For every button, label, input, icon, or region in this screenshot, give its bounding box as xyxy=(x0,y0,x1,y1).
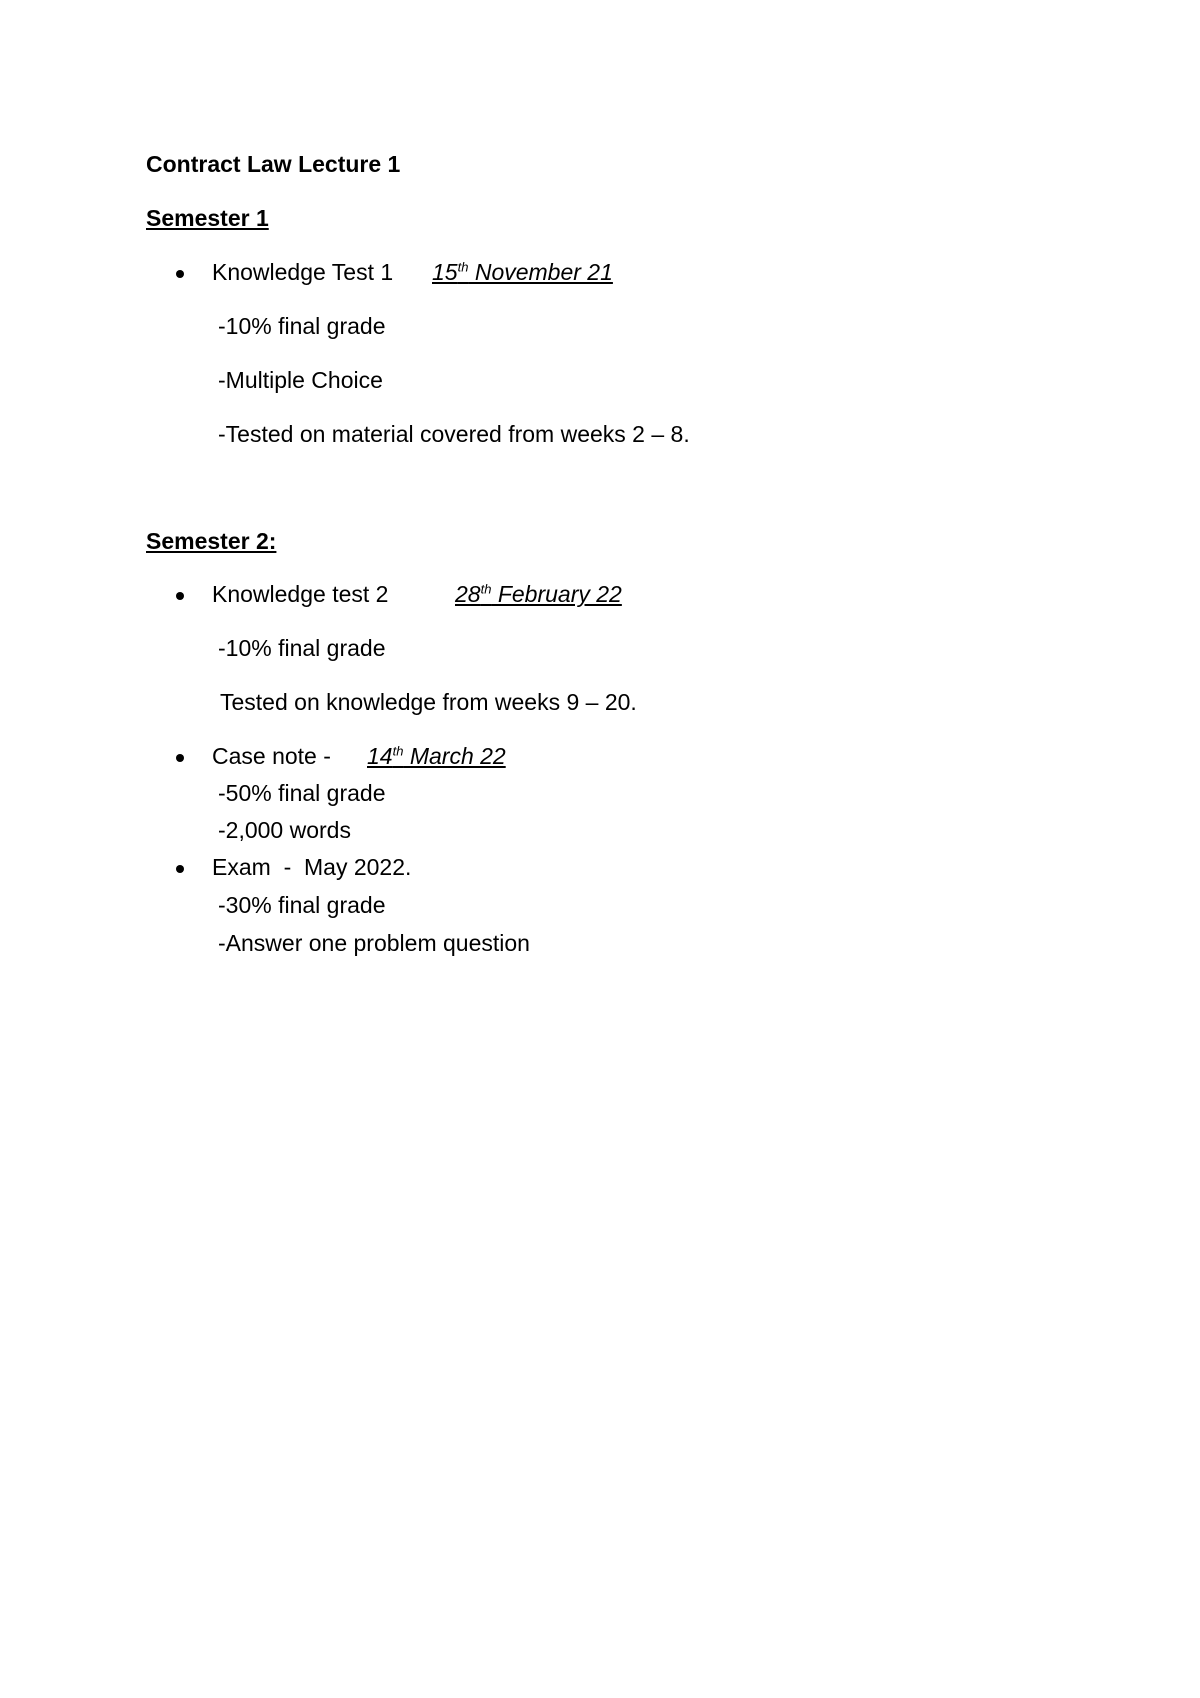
semester-2-heading: Semester 2: xyxy=(146,528,277,554)
knowledge-test-1-label: Knowledge Test 1 xyxy=(212,259,394,285)
document-title: Contract Law Lecture 1 xyxy=(146,151,401,177)
case-note-detail: -2,000 words xyxy=(218,817,351,843)
knowledge-test-1-detail: -Multiple Choice xyxy=(218,367,383,393)
bullet-icon xyxy=(176,754,184,762)
exam-label: Exam - May 2022. xyxy=(212,854,412,880)
semester-1-heading: Semester 1 xyxy=(146,205,269,231)
knowledge-test-2-detail: -10% final grade xyxy=(218,635,386,661)
case-note-detail: -50% final grade xyxy=(218,780,386,806)
knowledge-test-2-date: 28th February 22 xyxy=(455,581,622,607)
bullet-icon xyxy=(176,270,184,278)
knowledge-test-2-label: Knowledge test 2 xyxy=(212,581,389,607)
case-note-label: Case note - xyxy=(212,743,331,769)
knowledge-test-1-date: 15th November 21 xyxy=(432,259,613,285)
knowledge-test-2-detail: Tested on knowledge from weeks 9 – 20. xyxy=(220,689,637,715)
knowledge-test-1-detail: -Tested on material covered from weeks 2 – 8. xyxy=(218,421,690,447)
bullet-icon xyxy=(176,865,184,873)
exam-detail: -30% final grade xyxy=(218,892,386,918)
exam-detail: -Answer one problem question xyxy=(218,930,530,956)
bullet-icon xyxy=(176,592,184,600)
knowledge-test-1-detail: -10% final grade xyxy=(218,313,386,339)
case-note-date: 14th March 22 xyxy=(367,743,506,769)
